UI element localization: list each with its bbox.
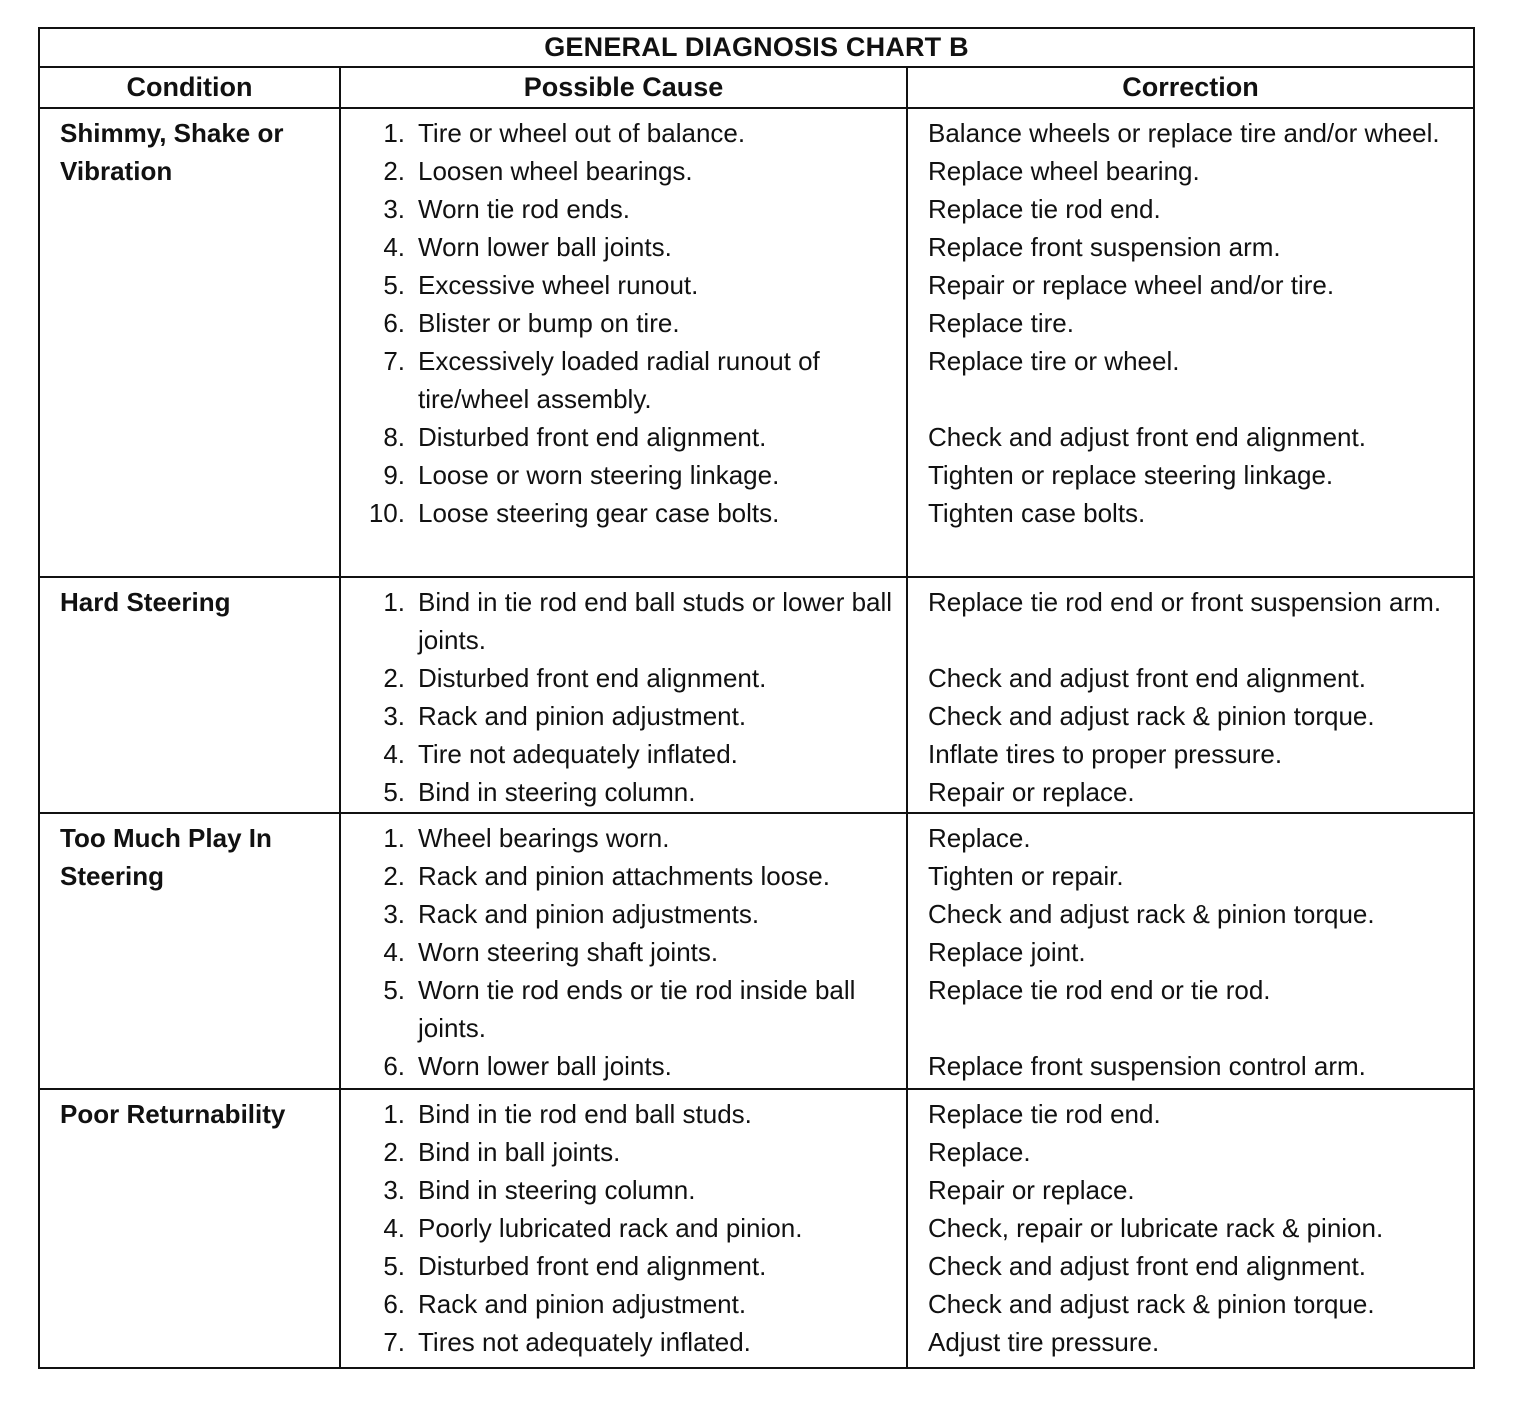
correction-text: Replace. xyxy=(928,1137,1031,1167)
cause-text: Wheel bearings worn. xyxy=(418,823,670,853)
cause-text: Bind in tie rod end ball studs. xyxy=(418,1099,752,1129)
cause-item xyxy=(341,1209,898,1247)
correction-text: Replace tie rod end or front suspension arm. xyxy=(928,587,1442,617)
cause-number: 1. xyxy=(383,118,405,148)
cause-item xyxy=(341,1047,898,1085)
cause-text: Worn steering shaft joints. xyxy=(418,937,719,967)
correction-text: Check and adjust rack & pinion torque. xyxy=(928,899,1375,929)
cause-text: Rack and pinion attachments loose. xyxy=(418,861,830,891)
cause-number: 6. xyxy=(383,1289,405,1319)
cause-item xyxy=(341,190,898,228)
cause-item xyxy=(341,266,898,304)
correction-text: Check and adjust front end alignment. xyxy=(928,663,1366,693)
cause-number: 4. xyxy=(383,232,405,262)
cause-number: 2. xyxy=(383,663,405,693)
cause-item xyxy=(341,1095,898,1133)
correction-text: Replace tie rod end. xyxy=(928,194,1161,224)
cause-item xyxy=(341,819,898,857)
cause-number: 7. xyxy=(383,1327,405,1357)
cause-item xyxy=(341,1323,898,1361)
cause-number: 4. xyxy=(383,1213,405,1243)
correction-text: Check and adjust rack & pinion torque. xyxy=(928,701,1375,731)
cause-text: Excessively loaded radial runout of tire/wheel assembly. xyxy=(418,346,820,414)
cause-text: Poorly lubricated rack and pinion. xyxy=(418,1213,803,1243)
condition-section xyxy=(40,578,1473,814)
correction-text: Replace joint. xyxy=(928,937,1086,967)
cause-number: 2. xyxy=(383,861,405,891)
header-condition: Condition xyxy=(40,68,341,107)
cause-text: Tires not adequately inflated. xyxy=(418,1327,751,1357)
cause-number: 9. xyxy=(383,460,405,490)
cause-text: Worn lower ball joints. xyxy=(418,1051,672,1081)
cause-column xyxy=(341,814,908,1088)
correction-text: Replace. xyxy=(928,823,1031,853)
cause-number: 3. xyxy=(383,1175,405,1205)
condition-cell: Hard Steering xyxy=(40,578,341,812)
header-correction: Correction xyxy=(1122,72,1259,103)
cause-item xyxy=(341,456,898,494)
cause-text: Loosen wheel bearings. xyxy=(418,156,693,186)
cause-number: 2. xyxy=(383,156,405,186)
cause-number: 4. xyxy=(383,739,405,769)
cause-item xyxy=(341,659,898,697)
cause-item xyxy=(341,418,898,456)
cause-text: Disturbed front end alignment. xyxy=(418,663,767,693)
cause-number: 6. xyxy=(383,1051,405,1081)
cause-item xyxy=(341,304,898,342)
cause-item xyxy=(341,773,898,811)
condition-cell: Shimmy, Shake or Vibration xyxy=(40,109,341,576)
cause-text: Loose or worn steering linkage. xyxy=(418,460,780,490)
cause-column xyxy=(341,109,908,576)
correction-column xyxy=(908,109,1473,576)
cause-item xyxy=(341,933,898,971)
cause-text: Worn tie rod ends or tie rod inside ball joints. xyxy=(418,975,856,1043)
cause-text: Disturbed front end alignment. xyxy=(418,422,767,452)
table-header xyxy=(40,68,1473,109)
cause-number: 1. xyxy=(383,823,405,853)
cause-text: Rack and pinion adjustment. xyxy=(418,1289,747,1319)
correction-column xyxy=(908,814,1473,1088)
correction-column xyxy=(908,1090,1473,1367)
correction-column xyxy=(908,578,1473,812)
cause-text: Loose steering gear case bolts. xyxy=(418,498,780,528)
cause-item xyxy=(341,1247,898,1285)
condition-cell: Poor Returnability xyxy=(40,1090,341,1367)
cause-text: Worn lower ball joints. xyxy=(418,232,672,262)
cause-number: 5. xyxy=(383,1251,405,1281)
header-possible-cause: Possible Cause xyxy=(341,68,908,107)
chart-title: GENERAL DIAGNOSIS CHART B xyxy=(40,29,1473,68)
cause-text: Disturbed front end alignment. xyxy=(418,1251,767,1281)
cause-number: 5. xyxy=(383,270,405,300)
cause-text: Rack and pinion adjustments. xyxy=(418,899,760,929)
cause-text: Blister or bump on tire. xyxy=(418,308,680,338)
cause-number: 4. xyxy=(383,937,405,967)
cause-item xyxy=(341,735,898,773)
cause-number: 7. xyxy=(383,346,405,376)
cause-text: Tire not adequately inflated. xyxy=(418,739,738,769)
correction-text: Adjust tire pressure. xyxy=(928,1327,1160,1357)
correction-text: Check and adjust front end alignment. xyxy=(928,1251,1366,1281)
cause-item xyxy=(341,895,898,933)
cause-number: 2. xyxy=(383,1137,405,1167)
diagnosis-chart xyxy=(38,27,1475,1369)
cause-item xyxy=(341,1285,898,1323)
cause-column xyxy=(341,1090,908,1367)
correction-text: Tighten or repair. xyxy=(928,861,1124,891)
cause-column xyxy=(341,578,908,812)
cause-number: 1. xyxy=(383,587,405,617)
correction-text: Replace tire or wheel. xyxy=(928,346,1180,376)
cause-item xyxy=(341,228,898,266)
cause-text: Bind in steering column. xyxy=(418,777,696,807)
condition-cell: Too Much Play In Steering xyxy=(40,814,341,1088)
cause-item xyxy=(341,1171,898,1209)
cause-text: Tire or wheel out of balance. xyxy=(418,118,746,148)
correction-text: Check and adjust rack & pinion torque. xyxy=(928,1289,1375,1319)
correction-text: Inflate tires to proper pressure. xyxy=(928,739,1283,769)
correction-text: Replace tie rod end or tie rod. xyxy=(928,975,1271,1005)
cause-text: Rack and pinion adjustment. xyxy=(418,701,747,731)
cause-text: Bind in tie rod end ball studs or lower ball joints. xyxy=(418,587,893,655)
cause-text: Bind in steering column. xyxy=(418,1175,696,1205)
correction-text: Tighten case bolts. xyxy=(928,498,1146,528)
condition-section xyxy=(40,814,1473,1090)
cause-number: 1. xyxy=(383,1099,405,1129)
correction-text: Tighten or replace steering linkage. xyxy=(928,460,1334,490)
table-body xyxy=(40,109,1473,1367)
correction-text: Balance wheels or replace tire and/or wheel. xyxy=(928,118,1440,148)
correction-text: Replace tie rod end. xyxy=(928,1099,1161,1129)
cause-number: 8. xyxy=(383,422,405,452)
cause-item xyxy=(341,697,898,735)
correction-text: Repair or replace. xyxy=(928,777,1135,807)
condition-section xyxy=(40,109,1473,578)
cause-text: Bind in ball joints. xyxy=(418,1137,621,1167)
cause-number: 3. xyxy=(383,194,405,224)
cause-item xyxy=(341,114,898,152)
correction-text: Check and adjust front end alignment. xyxy=(928,422,1366,452)
cause-number: 3. xyxy=(383,701,405,731)
cause-number: 5. xyxy=(383,777,405,807)
cause-number: 3. xyxy=(383,899,405,929)
cause-item xyxy=(341,1133,898,1171)
cause-item xyxy=(341,494,898,532)
cause-text: Excessive wheel runout. xyxy=(418,270,699,300)
cause-number: 6. xyxy=(383,308,405,338)
correction-text: Repair or replace. xyxy=(928,1175,1135,1205)
cause-item xyxy=(341,152,898,190)
cause-text: Worn tie rod ends. xyxy=(418,194,630,224)
correction-text: Check, repair or lubricate rack & pinion. xyxy=(928,1213,1384,1243)
cause-item xyxy=(341,583,898,659)
correction-text: Replace tire. xyxy=(928,308,1074,338)
cause-number: 5. xyxy=(383,975,405,1005)
correction-text: Replace front suspension control arm. xyxy=(928,1051,1366,1081)
cause-item xyxy=(341,971,898,1047)
cause-item xyxy=(341,342,898,418)
correction-text: Replace wheel bearing. xyxy=(928,156,1200,186)
cause-number: 10. xyxy=(368,498,405,528)
correction-text: Repair or replace wheel and/or tire. xyxy=(928,270,1335,300)
correction-text: Replace front suspension arm. xyxy=(928,232,1281,262)
cause-item xyxy=(341,857,898,895)
condition-section xyxy=(40,1090,1473,1367)
